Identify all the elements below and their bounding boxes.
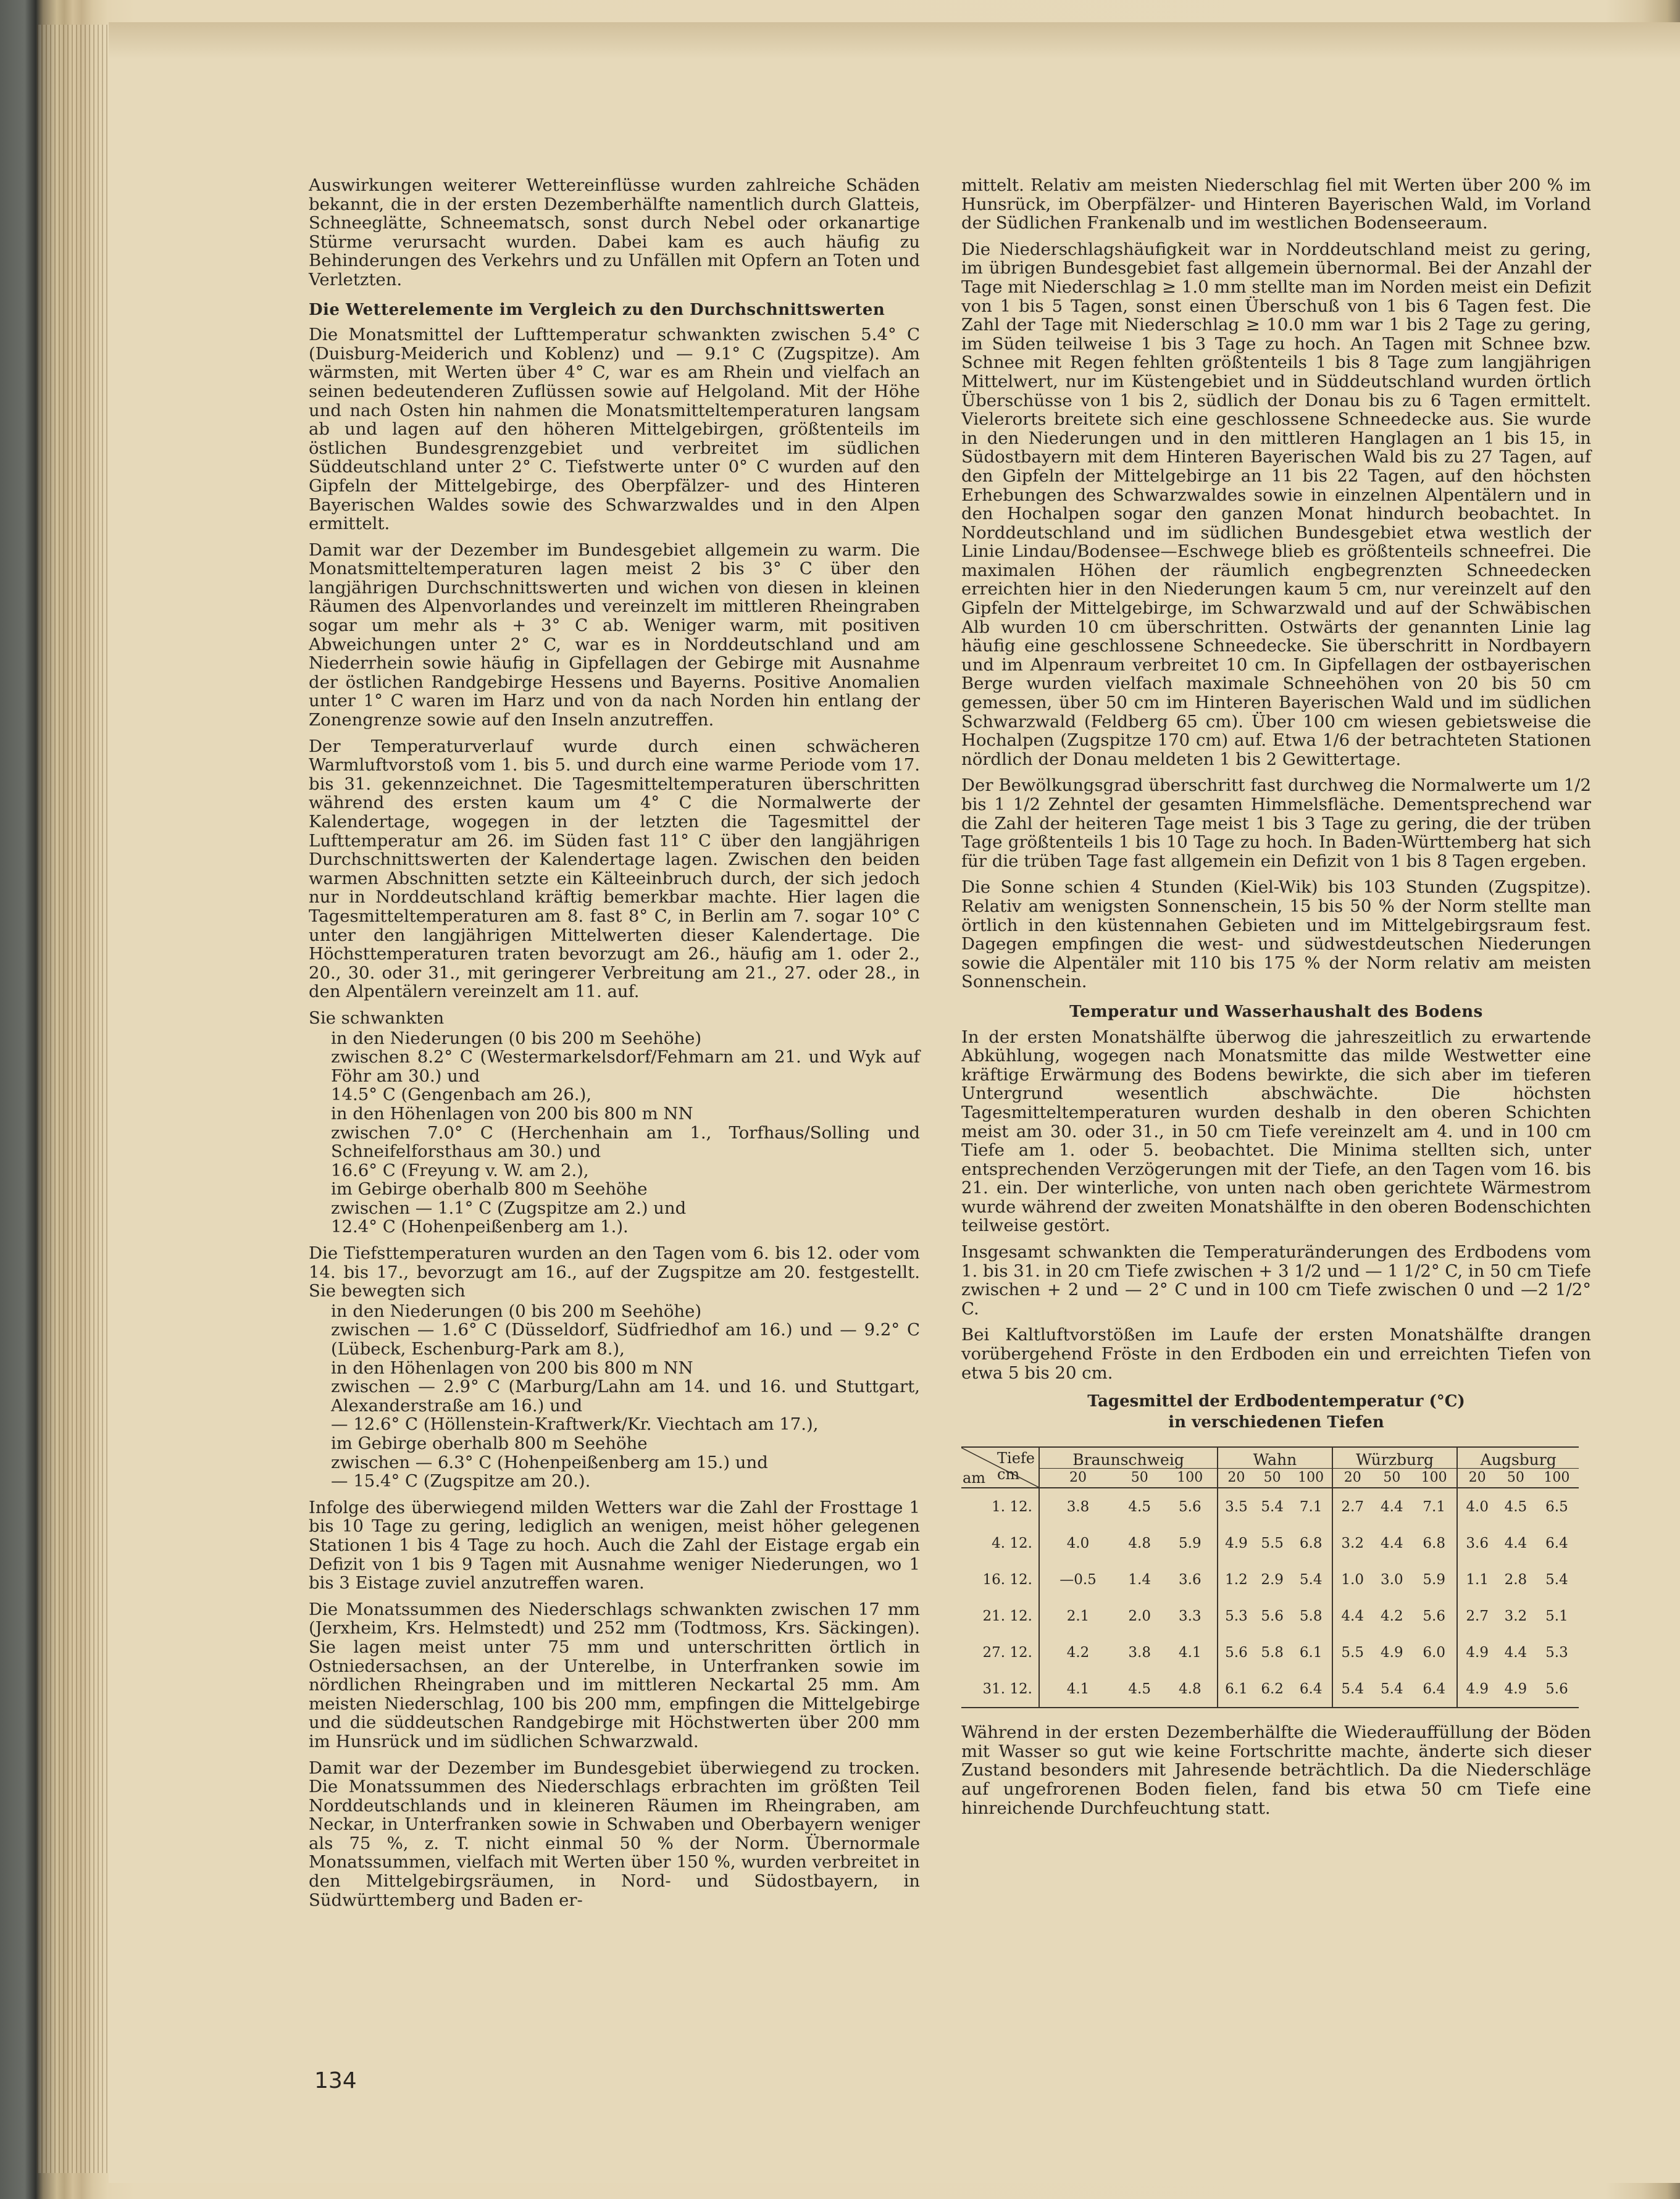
- value-cell: 5.3: [1218, 1598, 1255, 1634]
- value-cell: 3.2: [1332, 1525, 1373, 1561]
- list-item: in den Niederungen (0 bis 200 m Seehöhe): [331, 1301, 702, 1321]
- paragraph: Insgesamt schwankten die Temperaturänderungen des Erdbodens vom 1. bis 31. in 20 cm Tiefe zwischen + 3 1/2 und — 1 1/2° C, in 50 cm Tiefe zwischen + 2 und — 2° C und in 100 cm Tiefe zwischen 0 und —2 1/2° C.: [961, 1242, 1591, 1319]
- value-cell: 1.4: [1128, 1571, 1151, 1588]
- value-cell: 2.0: [1128, 1608, 1151, 1624]
- list-item: in den Höhenlagen von 200 bis 800 m NN: [331, 1103, 693, 1124]
- value-cell: 1.1: [1457, 1561, 1497, 1598]
- paragraph: Damit war der Dezember im Bundesgebiet allgemein zu warm. Die Monatsmitteltemperaturen lagen meist 2 bis 3° C über den langjährigen Durchschnittswerten und wichen von diesen in kleinen Räumen des Alpenvorlandes und vereinzelt im mittleren Rheingraben sogar um mehr als + 3° C ab. Weniger warm, mit positiven Abweichungen unter 2° C, war es in Norddeutschland und am Niederrhein sowie häufig in Gipfellagen der Gebirge mit Ausnahme der östlichen Randgebirge Hessens und Bayerns. Positive Anomalien unter 1° C waren im Harz und von da nach Norden hin entlang der Zonengrenze sowie auf den Inseln anzutreffen.: [309, 540, 920, 730]
- value-cell: 6.4: [1411, 1671, 1457, 1708]
- value-cell: 5.6: [1218, 1634, 1255, 1671]
- value-cell: 4.2: [1039, 1634, 1116, 1671]
- list-item: im Gebirge oberhalb 800 m Seehöhe: [331, 1179, 648, 1200]
- value-cell: 6.1: [1299, 1644, 1323, 1661]
- station-header: Braunschweig: [1039, 1447, 1218, 1469]
- page-shading: [109, 22, 1680, 59]
- station-header: Augsburg: [1457, 1447, 1579, 1469]
- value-cell: 4.0: [1039, 1525, 1116, 1561]
- value-cell: 4.8: [1163, 1671, 1218, 1708]
- paragraph: Der Bewölkungsgrad überschritt fast durchweg die Normalwerte um 1/2 bis 1 1/2 Zehntel der gesamten Himmelsfläche. Dementsprechend war die Zahl der heiteren Tage meist 1 bis 3 Tage zu gering, die der trüben Tage größtenteils 1 bis 10 Tage zu hoch. In Baden-Württemberg hat sich für die trüben Tage fast allgemein ein Defizit von 1 bis 8 Tagen ergeben.: [961, 775, 1591, 871]
- value-cell: 5.5: [1261, 1535, 1284, 1551]
- section-heading: Die Wetterelemente im Vergleich zu den Durchschnittswerten: [309, 300, 885, 319]
- page-edges: [37, 25, 111, 2173]
- value-cell: 6.4: [1545, 1535, 1568, 1551]
- paragraph: Die Monatsmittel der Lufttemperatur schwankten zwischen 5.4° C (Duisburg-Meiderich und Koblenz) und — 9.1° C (Zugspitze). Am wärmsten, mit Werten über 4° C, war es am Rhein und vielfach an seinen bedeutenderen Zuflüssen sowie auf Helgoland. Mit der Höhe und nach Osten hin nahmen die Monatsmitteltemperaturen langsam ab und lagen auf den höheren Mittelgebirgen, größtenteils im östlichen Bundesgrenzgebiet und verbreitet im südlichen Süddeutschland unter 2° C. Tiefstwerte unter 0° C wurden auf den Gipfeln der Mittelgebirge, des Oberpfälzer- und des Hinteren Bayerischen Waldes sowie des Schwarzwaldes und in den Alpen ermittelt.: [309, 325, 920, 534]
- list-item: zwischen 8.2° C (Westermarkelsdorf/Fehmarn am 21. und Wyk auf Föhr am 30.) und: [331, 1047, 920, 1086]
- date-cell: 31. 12.: [961, 1671, 1039, 1708]
- paragraph: Auswirkungen weiterer Wettereinflüsse wurden zahlreiche Schäden bekannt, die in der ersten Dezemberhälfte namentlich durch Glatteis, Schneeglätte, Schneematsch, sonst durch Nebel oder orkanartige Stürme verursacht wurden. Dabei kam es auch häufig zu Behinderungen des Verkehrs und zu Unfällen mit Opfern an Toten und Verletzten.: [309, 175, 920, 290]
- table-row: [961, 1671, 1579, 1708]
- date-cell: 1. 12.: [992, 1498, 1032, 1515]
- value-cell: 3.0: [1381, 1571, 1403, 1588]
- value-cell: 4.4: [1504, 1644, 1527, 1661]
- max-temperature-list: [331, 1029, 920, 1237]
- value-cell: 6.1: [1218, 1671, 1255, 1708]
- value-cell: 4.8: [1128, 1535, 1151, 1551]
- value-cell: 4.5: [1504, 1498, 1527, 1515]
- depth-header: 100: [1535, 1469, 1579, 1488]
- list-item: 16.6° C (Freyung v. W. am 2.),: [331, 1160, 589, 1180]
- value-cell: 2.7: [1457, 1598, 1497, 1634]
- value-cell: 4.4: [1381, 1498, 1403, 1515]
- section-heading: Temperatur und Wasserhaushalt des Bodens: [1069, 1002, 1483, 1021]
- date-cell: 16. 12.: [982, 1571, 1032, 1588]
- value-cell: 4.1: [1179, 1644, 1201, 1661]
- value-cell: 3.6: [1179, 1571, 1201, 1588]
- value-cell: 5.6: [1261, 1608, 1284, 1624]
- list-item: — 12.6° C (Höllenstein-Kraftwerk/Kr. Viechtach am 17.),: [331, 1414, 819, 1435]
- list-item: im Gebirge oberhalb 800 m Seehöhe: [331, 1433, 648, 1453]
- depth-header: 100: [1411, 1469, 1457, 1488]
- value-cell: 4.9: [1497, 1671, 1535, 1708]
- value-cell: 4.9: [1218, 1525, 1255, 1561]
- table-row: [961, 1525, 1579, 1561]
- value-cell: 4.9: [1381, 1644, 1403, 1661]
- value-cell: 3.3: [1179, 1608, 1201, 1624]
- value-cell: 2.9: [1261, 1571, 1284, 1588]
- paragraph: mittelt. Relativ am meisten Niederschlag fiel mit Werten über 200 % im Hunsrück, im Oberpfälzer- und Hinteren Bayerischen Wald, im Vorland der Südlichen Frankenalb und im westlichen Bodenseeraum.: [961, 175, 1591, 233]
- table-row: [961, 1634, 1579, 1671]
- paragraph: Die Tiefsttemperaturen wurden an den Tagen vom 6. bis 12. oder vom 14. bis 17., bevorzugt am 16., auf der Zugspitze am 20. festgestellt. Sie bewegten sich: [309, 1243, 920, 1301]
- min-temperature-list: [331, 1302, 920, 1491]
- depth-header: 20: [1039, 1469, 1116, 1488]
- value-cell: 5.1: [1545, 1608, 1568, 1624]
- depth-header: 100: [1290, 1469, 1332, 1488]
- value-cell: 3.2: [1504, 1608, 1527, 1624]
- list-item: zwischen — 6.3° C (Hohenpeißenberg am 15.) und: [331, 1452, 768, 1472]
- depth-header: 50: [1116, 1469, 1163, 1488]
- value-cell: 5.8: [1299, 1608, 1323, 1624]
- depth-header: 50: [1255, 1469, 1290, 1488]
- right-column: [961, 176, 1591, 1825]
- value-cell: 7.1: [1299, 1498, 1323, 1515]
- depth-header: 50: [1373, 1469, 1411, 1488]
- corner-depth-label: [997, 1450, 1035, 1482]
- paragraph: Während in der ersten Dezemberhälfte die Wiederauffüllung der Böden mit Wasser so gut wie keine Fortschritte machte, änderte sich dieser Zustand besonders mit Jahresende beträchtlich. Da die Niederschläge auf ungefrorenen Boden fielen, fand bis etwa 50 cm Tiefe eine hinreichende Durchfeuchtung statt.: [961, 1722, 1591, 1818]
- station-header: Würzburg: [1332, 1447, 1458, 1469]
- value-cell: 2.1: [1039, 1598, 1116, 1634]
- depth-header: 100: [1163, 1469, 1218, 1488]
- list-item: 14.5° C (Gengenbach am 26.),: [331, 1085, 592, 1105]
- value-cell: 3.5: [1218, 1488, 1255, 1525]
- value-cell: 3.6: [1457, 1525, 1497, 1561]
- value-cell: 6.8: [1299, 1535, 1323, 1551]
- value-cell: 4.2: [1381, 1608, 1403, 1624]
- depth-header: 20: [1457, 1469, 1497, 1488]
- soil-temperature-table: [961, 1446, 1579, 1708]
- station-header: Wahn: [1218, 1447, 1332, 1469]
- table-title-line-1: Tagesmittel der Erdbodentemperatur (°C): [1087, 1392, 1465, 1411]
- paragraph: Bei Kaltluftvorstößen im Laufe der ersten Monatshälfte drangen vorübergehend Fröste in den Erdboden ein und erreichten Tiefen von etwa 5 bis 20 cm.: [961, 1325, 1591, 1383]
- value-cell: 4.5: [1128, 1498, 1151, 1515]
- value-cell: 1.2: [1218, 1561, 1255, 1598]
- list-item: — 15.4° C (Zugspitze am 20.).: [331, 1471, 591, 1492]
- value-cell: 6.8: [1423, 1535, 1445, 1551]
- value-cell: 2.8: [1504, 1571, 1527, 1588]
- table-title: [961, 1391, 1591, 1433]
- paragraph: Der Temperaturverlauf wurde durch einen schwächeren Warmluftvorstoß vom 1. bis 5. und durch eine warme Periode vom 17. bis 31. gekennzeichnet. Die Tagesmitteltemperaturen überschritten während des ersten kaum um 4° C die Normalwerte der Kalendertage, wogegen in der letzten die Tagesmittel der Lufttemperatur am 26. im Süden fast 11° C über den langjährigen Durchschnittswerten der Kalendertage lagen. Zwischen den beiden warmen Abschnitten setzte ein Kälteeinbruch durch, der sich jedoch nur in Norddeutschland kräftig bemerkbar machte. Hier lagen die Tagesmitteltemperaturen am 8. fast 8° C, in Berlin am 7. sogar 10° C unter den langjährigen Mittelwerten dieser Kalendertage. Die Höchsttemperaturen traten bevorzugt am 26., häufig am 1. oder 2., 20., 30. oder 31., mit geringerer Verbreitung am 21., 27. oder 28., in den Alpentälern vereinzelt am 11. auf.: [309, 736, 920, 1002]
- value-cell: 5.8: [1261, 1644, 1284, 1661]
- page-number: 134: [314, 2068, 357, 2093]
- depth-header: 20: [1218, 1469, 1255, 1488]
- value-cell: 5.4: [1299, 1571, 1323, 1588]
- list-item: in den Niederungen (0 bis 200 m Seehöhe): [331, 1028, 702, 1048]
- value-cell: 5.3: [1545, 1644, 1568, 1661]
- depth-header: 50: [1497, 1469, 1535, 1488]
- list-item: zwischen — 1.1° C (Zugspitze am 2.) und: [331, 1198, 687, 1218]
- value-cell: 4.0: [1457, 1488, 1497, 1525]
- value-cell: 6.0: [1423, 1644, 1445, 1661]
- list-item: zwischen 7.0° C (Herchenhain am 1., Torfhaus/Solling und Schneifelforsthaus am 30.) und: [331, 1122, 920, 1162]
- table-corner-header: [961, 1447, 1039, 1488]
- date-cell: 21. 12.: [982, 1608, 1032, 1624]
- corner-date-label: am: [963, 1469, 986, 1487]
- value-cell: 4.4: [1332, 1598, 1373, 1634]
- value-cell: 5.5: [1332, 1634, 1373, 1671]
- paragraph: Die Monatssummen des Niederschlags schwankten zwischen 17 mm (Jerxheim, Krs. Helmstedt) und 252 mm (Todtmoss, Krs. Säckingen). Sie lagen meist unter 75 mm und unterschritten örtlich in Ostniedersachsen, an der Unterelbe, in Unterfranken sowie im nördlichen Rheingraben und im mittleren Neckartal 25 mm. Am meisten Niederschlag, 100 bis 200 mm, empfingen die Mittelgebirge und die süddeutschen Randgebirge mit Höchstwerten über 200 mm im Hunsrück und im südlichen Schwarzwald.: [309, 1599, 920, 1751]
- value-cell: 4.1: [1039, 1671, 1116, 1708]
- paragraph: Damit war der Dezember im Bundesgebiet überwiegend zu trocken. Die Monatssummen des Niederschlags erbrachten im größten Teil Norddeutschlands und in kleineren Räumen im Rheingraben, am Neckar, in Unterfranken sowie in Schwaben und Oberbayern weniger als 75 %, z. T. nicht einmal 50 % der Norm. Übernormale Monatssummen, vielfach mit Werten über 150 %, wurden verbreitet in den Mittelgebirgsräumen, in Nord- und Südostbayern, in Südwürttemberg und Baden er-: [309, 1758, 920, 1910]
- paragraph: Die Niederschlagshäufigkeit war in Norddeutschland meist zu gering, im übrigen Bundesgebiet fast allgemein übernormal. Bei der Anzahl der Tage mit Niederschlag ≥ 1.0 mm stellte man im Norden meist ein Defizit von 1 bis 5 Tagen, sonst einen Überschuß von 1 bis 6 Tagen fest. Die Zahl der Tage mit Niederschlag ≥ 10.0 mm war 1 bis 2 Tage zu gering, im Süden teilweise 1 bis 3 Tage zu hoch. An Tagen mit Schnee bzw. Schnee mit Regen fehlten größtenteils 1 bis 8 Tage zum langjährigen Mittelwert, nur im Küstengebiet und in Süddeutschland wurden örtlich Überschüsse von 1 bis 2, südlich der Donau bis zu 6 Tagen ermittelt. Vielerorts breitete sich eine geschlossene Schneedecke aus. Sie wurde in den Niederungen und in den mittleren Hanglagen an 1 bis 15, in Südostbayern mit dem Hinteren Bayerischen Wald bis zu 27 Tagen, auf den Gipfeln der Mittelgebirge an 11 bis 22 Tagen, auf den höchsten Erhebungen des Schwarzwaldes sowie in einzelnen Alpentälern und in den Hochalpen sogar den ganzen Monat hindurch beobachtet. In Norddeutschland und im südlichen Bundesgebiet etwa westlich der Linie Lindau/Bodensee—Eschwege blieb es größtenteils schneefrei. Die maximalen Höhen der räumlich engbegrenzten Schneedecken erreichten hier in den Niederungen kaum 5 cm, nur vereinzelt auf den Gipfeln der Mittelgebirge, im Schwarzwald und auf der Schwäbischen Alb wurden 10 cm überschritten. Ostwärts der genannten Linie lag häufig eine geschlossene Schneedecke. Sie überschritt in Nordbayern und im Alpenraum verbreitet 10 cm. In Gipfellagen der ostbayerischen Berge wurden vielfach maximale Schneehöhen von 20 bis 50 cm gemessen, über 50 cm im Hinteren Bayerischen Wald und im südlichen Schwarzwald (Feldberg 65 cm). Über 100 cm wiesen gebietsweise die Hochalpen (Zugspitze 170 cm) auf. Etwa 1/6 der betrachteten Stationen nördlich der Donau meldeten 1 bis 2 Gewittertage.: [961, 239, 1591, 769]
- value-cell: 4.9: [1457, 1671, 1497, 1708]
- value-cell: 4.4: [1504, 1535, 1527, 1551]
- paragraph: Sie schwankten: [309, 1008, 445, 1028]
- paragraph: Infolge des überwiegend milden Wetters war die Zahl der Frosttage 1 bis 10 Tage zu gering, lediglich an wenigen, meist höher gelegenen Stationen 1 bis 4 Tage zu hoch. Auch die Zahl der Eistage ergab ein Defizit von 1 bis 9 Tagen mit Ausnahme weniger Niederungen, wo 1 bis 3 Eistage zuviel anzutreffen waren.: [309, 1497, 920, 1593]
- value-cell: 5.4: [1261, 1498, 1284, 1515]
- corner-unit: cm: [997, 1466, 1020, 1483]
- table-body: [961, 1488, 1579, 1708]
- list-item: zwischen — 2.9° C (Marburg/Lahn am 14. und 16. und Stuttgart, Alexanderstraße am 16.) und: [331, 1377, 920, 1416]
- value-cell: 4.5: [1116, 1671, 1163, 1708]
- value-cell: 5.4: [1373, 1671, 1411, 1708]
- paragraph: Die Sonne schien 4 Stunden (Kiel-Wik) bis 103 Stunden (Zugspitze). Relativ am wenigsten Sonnenschein, 15 bis 50 % der Norm stellte man örtlich in den küstennahen Gebieten und im Mittelgebirgsraum fest. Dagegen empfingen die west- und südwestdeutschen Niederungen sowie die Alpentäler mit 110 bis 175 % der Norm relativ am meisten Sonnenschein.: [961, 877, 1591, 992]
- value-cell: 4.4: [1381, 1535, 1403, 1551]
- value-cell: 1.0: [1332, 1561, 1373, 1598]
- list-item: zwischen — 1.6° C (Düsseldorf, Südfriedhof am 16.) und — 9.2° C (Lübeck, Eschenburg-Park am 8.),: [331, 1320, 920, 1359]
- paragraph: In der ersten Monatshälfte überwog die jahreszeitlich zu erwartende Abkühlung, wogegen nach Monatsmitte das milde Westwetter eine kräftige Erwärmung des Bodens bewirkte, die sich aber im tieferen Untergrund wesentlich abschwächte. Die höchsten Tagesmitteltemperaturen wurden deshalb in den oberen Schichten meist am 30. oder 31., in 50 cm Tiefe vereinzelt am 4. und in 100 cm Tiefe am 1. oder 5. beobachtet. Die Minima stellten sich, unter entsprechenden Verzögerungen mit der Tiefe, an den Tagen vom 16. bis 21. ein. Der winterliche, von unten nach oben gerichtete Wärmestrom wurde während der zweiten Monatshälfte in den oberen Bodenschichten teilweise gestört.: [961, 1027, 1591, 1236]
- list-item: 12.4° C (Hohenpeißenberg am 1.).: [331, 1217, 629, 1237]
- value-cell: —0.5: [1039, 1561, 1116, 1598]
- value-cell: 5.9: [1179, 1535, 1201, 1551]
- table-title-line-2: in verschiedenen Tiefen: [1168, 1413, 1384, 1432]
- date-cell: 27. 12.: [982, 1644, 1032, 1661]
- value-cell: 4.9: [1457, 1634, 1497, 1671]
- value-cell: 5.4: [1545, 1571, 1568, 1588]
- corner-depth-word: Tiefe: [997, 1450, 1035, 1467]
- value-cell: 3.8: [1039, 1488, 1116, 1525]
- value-cell: 7.1: [1423, 1498, 1445, 1515]
- list-item: in den Höhenlagen von 200 bis 800 m NN: [331, 1358, 693, 1378]
- left-column: [309, 176, 920, 1917]
- value-cell: 3.8: [1128, 1644, 1151, 1661]
- value-cell: 6.4: [1290, 1671, 1332, 1708]
- depth-header: 20: [1332, 1469, 1373, 1488]
- value-cell: 5.6: [1535, 1671, 1579, 1708]
- date-cell: 4. 12.: [992, 1535, 1032, 1551]
- value-cell: 6.5: [1545, 1498, 1568, 1515]
- table-row: [961, 1488, 1579, 1525]
- value-cell: 5.6: [1423, 1608, 1445, 1624]
- value-cell: 5.9: [1423, 1571, 1445, 1588]
- value-cell: 6.2: [1255, 1671, 1290, 1708]
- value-cell: 5.4: [1332, 1671, 1373, 1708]
- value-cell: 2.7: [1332, 1488, 1373, 1525]
- table-row: [961, 1598, 1579, 1634]
- table-row: [961, 1561, 1579, 1598]
- value-cell: 5.6: [1179, 1498, 1201, 1515]
